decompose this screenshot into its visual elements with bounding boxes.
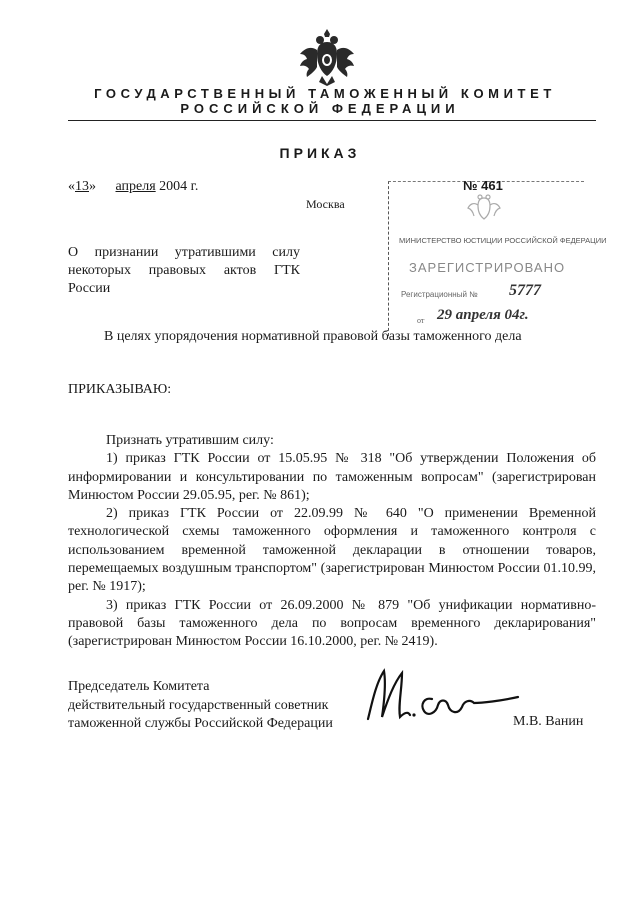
document-body bbox=[68, 432, 596, 652]
document-purpose: В целях упорядочения нормативной правовой базы таможенного дела bbox=[104, 329, 522, 344]
signatory-title bbox=[68, 678, 333, 734]
date-day: 13 bbox=[75, 179, 89, 194]
date-open-quote: « bbox=[68, 179, 75, 194]
stamp-eagle-icon bbox=[467, 192, 501, 228]
body-item-1: 1) приказ ГТК России от 15.05.95 № 318 "Об утверждении Положения об информировании и консультировании по таможенным вопросам" (зарегистрирован Минюстом России 29.05.95, рег. № 861); bbox=[68, 451, 596, 503]
signatory-name: М.В. Ванин bbox=[513, 714, 584, 729]
stamp-reg-number-label: Регистрационный № bbox=[401, 290, 478, 299]
stamp-from-label: от bbox=[417, 316, 425, 325]
body-item-3: 3) приказ ГТК России от 26.09.2000 № 879 "Об унификации нормативно-правовой базы таможенного дела по вопросам временного декларирования" (зарегистрирован Минюстом России 16.10.2000, рег. № 2419). bbox=[68, 597, 596, 650]
stamp-reg-number: 5777 bbox=[509, 282, 541, 299]
body-item-2: 2) приказ ГТК России от 22.09.99 № 640 "О применении Временной технологической схемы таможенного оформления и таможенного контроля с использованием временной таможенной декларации в отношении товаров, перемещаемых воздушным транспортом" (зарегистрирован Минюстом России 01.10.99, рег. № 1917); bbox=[68, 506, 596, 595]
document-city: Москва bbox=[306, 197, 345, 211]
body-intro: Признать утратившим силу: bbox=[106, 433, 274, 448]
signatory-title-line1: Председатель Комитета bbox=[68, 679, 210, 694]
organization-name-line2: РОССИЙСКОЙ ФЕДЕРАЦИИ bbox=[180, 101, 460, 116]
signatory-title-line2: действительный государственный советник bbox=[68, 697, 329, 713]
double-headed-eagle-emblem-icon bbox=[298, 28, 356, 90]
date-month: апреля bbox=[115, 179, 156, 194]
handwritten-signature bbox=[362, 663, 522, 725]
date-close-quote: » bbox=[89, 179, 96, 194]
order-word: ПРИКАЗЫВАЮ: bbox=[68, 382, 172, 397]
header-divider bbox=[68, 120, 596, 121]
registration-stamp bbox=[388, 178, 607, 336]
stamp-ministry-label: МИНИСТЕРСТВО ЮСТИЦИИ РОССИЙСКОЙ ФЕДЕРАЦИИ bbox=[399, 236, 607, 245]
stamp-reg-date: 29 апреля 04г. bbox=[437, 307, 529, 323]
organization-name-line1: ГОСУДАРСТВЕННЫЙ ТАМОЖЕННЫЙ КОМИТЕТ bbox=[94, 86, 556, 101]
stamp-registered-label: ЗАРЕГИСТРИРОВАНО bbox=[409, 260, 566, 275]
document-subject: О признании утратившими силу некоторых правовых актов ГТК России bbox=[68, 245, 300, 296]
stamp-order-number: № 461 bbox=[463, 178, 503, 193]
date-year: 2004 г. bbox=[159, 179, 199, 194]
document-title: ПРИКАЗ bbox=[279, 145, 361, 161]
signatory-title-line3: таможенной службы Российской Федерации bbox=[68, 716, 333, 731]
document-date bbox=[68, 179, 198, 195]
